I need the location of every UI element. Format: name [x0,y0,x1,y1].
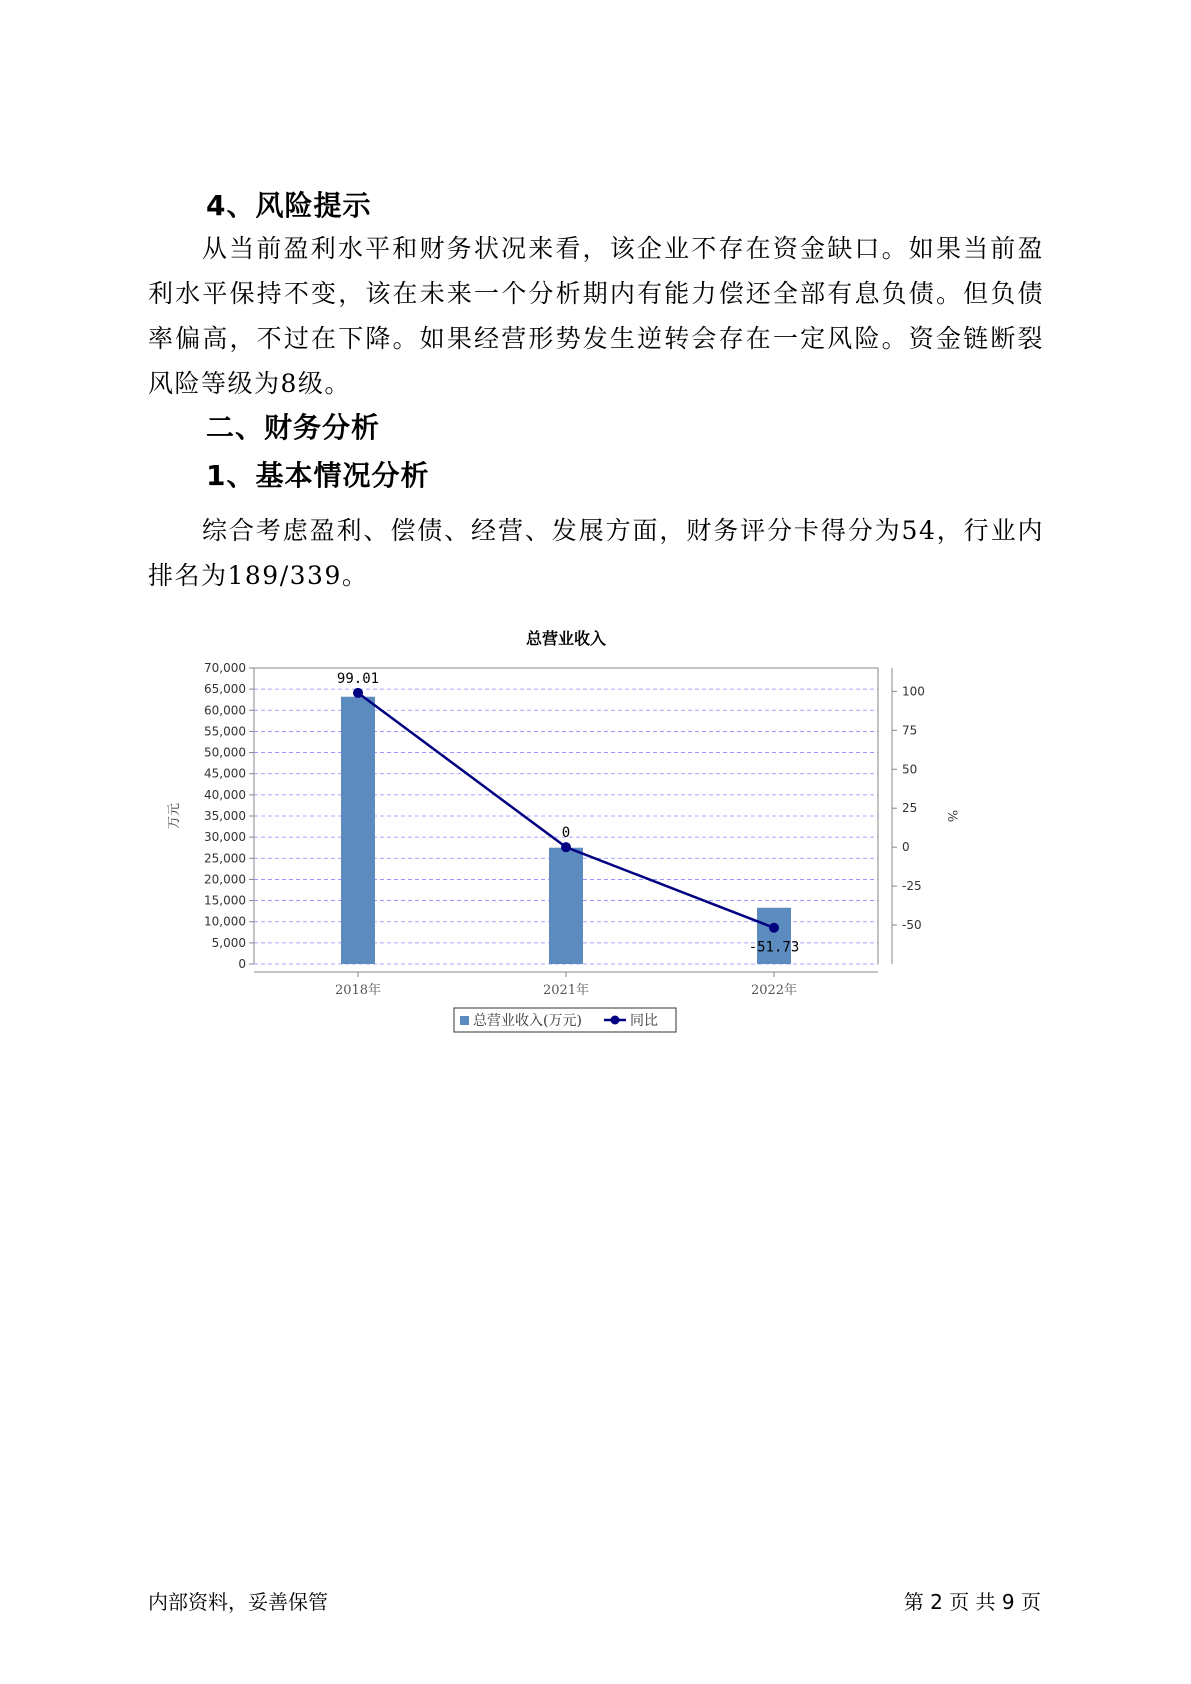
yoy-point [561,842,571,852]
y2-tick-label: 50 [902,762,918,777]
y-tick-label: 10,000 [204,914,246,929]
y-tick-label: 45,000 [204,766,246,781]
y-tick-label: 15,000 [204,893,246,908]
y2-tick-label: -25 [902,879,922,894]
legend-line-label: 同比 [630,1013,658,1029]
y2-tick-label: 75 [902,723,918,738]
y-tick-label: 40,000 [204,787,246,802]
x-tick-label: 2021年 [542,983,590,998]
y2-axis-label: % [944,809,959,823]
chart-title: 总营业收入 [525,629,607,648]
y2-tick-label: 0 [902,840,910,855]
subsection-heading-basic: 1、基本情况分析 [206,459,430,492]
y-tick-label: 20,000 [204,872,246,887]
bar [341,697,375,964]
footer-page-number: 第 2 页 共 9 页 [903,1590,1041,1614]
legend-bar-swatch [460,1016,469,1025]
y-tick-label: 55,000 [204,724,246,739]
risk-paragraph: 从当前盈利水平和财务状况来看，该企业不存在资金缺口。如果当前盈利水平保持不变，该在未来一个分析期内有能力偿还全部有息负债。但负债率偏高，不过在下降。如果经营形势发生逆转会存在一定风险。资金链断裂风险等级为8级。 [148,234,1044,398]
revenue-chart-svg [167,620,1050,1090]
section-heading-risk: 4、风险提示 [206,189,372,222]
yoy-data-label: -51.73 [748,939,800,956]
y-tick-label: 65,000 [204,682,246,697]
y-tick-label: 25,000 [204,851,246,866]
legend-bar-label: 总营业收入(万元) [473,1013,582,1029]
legend-line-marker [611,1016,620,1025]
y2-tick-label: -50 [902,918,922,933]
y-tick-label: 35,000 [204,809,246,823]
y2-tick-label: 100 [902,684,925,699]
yoy-data-label: 0 [561,825,571,842]
y-tick-label: 50,000 [204,745,246,760]
section-heading-finance: 二、财务分析 [206,411,381,444]
x-tick-label: 2018年 [334,983,382,998]
yoy-point [353,688,363,698]
y-tick-label: 60,000 [204,703,246,718]
footer-confidential: 内部资料，妥善保管 [148,1590,328,1614]
bar [549,848,583,964]
y-tick-label: 0 [238,957,246,971]
y-tick-label: 70,000 [204,661,246,675]
y-tick-label: 5,000 [211,935,246,950]
y2-tick-label: 25 [902,801,918,816]
yoy-data-label: 99.01 [336,670,380,687]
score-paragraph: 综合考虑盈利、偿债、经营、发展方面，财务评分卡得分为54，行业内排名为189/339。 [148,516,1044,590]
revenue-chart [167,620,1050,1090]
y-tick-label: 30,000 [204,830,246,845]
x-tick-label: 2022年 [750,983,798,998]
y-axis-label: 万元 [167,802,182,830]
yoy-point [769,923,779,933]
